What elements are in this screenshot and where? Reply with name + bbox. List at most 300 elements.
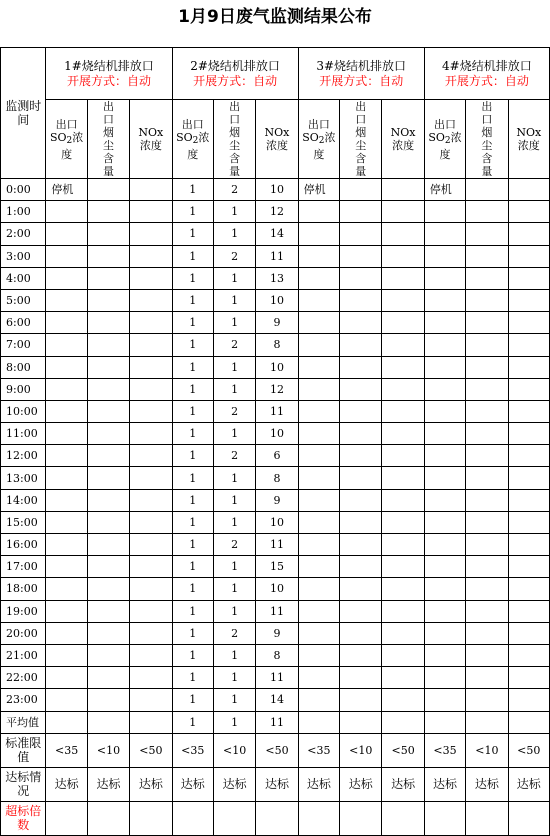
exceed-value bbox=[130, 801, 172, 835]
value-cell bbox=[298, 334, 339, 356]
value-cell bbox=[46, 223, 87, 245]
value-cell bbox=[46, 534, 87, 556]
value-cell bbox=[87, 511, 129, 533]
value-cell bbox=[87, 400, 129, 422]
so2-header bbox=[298, 100, 339, 179]
table-row bbox=[1, 689, 550, 711]
value-cell bbox=[130, 179, 172, 201]
value-cell bbox=[382, 334, 424, 356]
value-cell bbox=[46, 489, 87, 511]
value-cell bbox=[298, 689, 339, 711]
value-cell bbox=[340, 201, 382, 223]
value-cell bbox=[508, 201, 549, 223]
value-cell: 11 bbox=[256, 600, 298, 622]
dust-header: 出口烟尘含量 bbox=[213, 100, 255, 179]
outlet-mode: 开展方式：自动 bbox=[444, 73, 529, 88]
value-cell: 1 bbox=[213, 356, 255, 378]
value-cell: 1 bbox=[172, 622, 213, 644]
value-cell: 1 bbox=[213, 689, 255, 711]
value-cell bbox=[424, 489, 465, 511]
value-cell bbox=[130, 556, 172, 578]
outlet-name: 4#烧结机排放口 bbox=[442, 58, 532, 73]
table-row bbox=[1, 223, 550, 245]
so2-header-formula: SO bbox=[176, 130, 193, 144]
exceed-row bbox=[1, 801, 550, 835]
value-cell bbox=[298, 289, 339, 311]
value-cell bbox=[298, 245, 339, 267]
value-cell: 11 bbox=[256, 711, 298, 733]
value-cell bbox=[340, 378, 382, 400]
value-cell bbox=[508, 578, 549, 600]
compliance-value: 达标 bbox=[172, 767, 213, 801]
value-cell: 11 bbox=[256, 245, 298, 267]
so2-header-subscript: 2 bbox=[318, 135, 325, 146]
nox-header: NOx浓度 bbox=[130, 100, 172, 179]
limit-value: <35 bbox=[424, 733, 465, 767]
value-cell bbox=[87, 356, 129, 378]
table-row bbox=[1, 334, 550, 356]
value-cell bbox=[46, 467, 87, 489]
value-cell: 1 bbox=[213, 201, 255, 223]
value-cell bbox=[508, 711, 549, 733]
value-cell bbox=[46, 578, 87, 600]
value-cell bbox=[424, 622, 465, 644]
value-cell bbox=[130, 245, 172, 267]
value-cell bbox=[508, 511, 549, 533]
value-cell: 1 bbox=[172, 312, 213, 334]
table-row bbox=[1, 600, 550, 622]
compliance-value: 达标 bbox=[466, 767, 508, 801]
outlet-3-header bbox=[298, 48, 424, 100]
value-cell bbox=[46, 267, 87, 289]
limit-value: <50 bbox=[382, 733, 424, 767]
value-cell bbox=[87, 334, 129, 356]
value-cell bbox=[46, 644, 87, 666]
value-cell bbox=[298, 378, 339, 400]
compliance-value: 达标 bbox=[256, 767, 298, 801]
compliance-value: 达标 bbox=[46, 767, 87, 801]
value-cell bbox=[130, 378, 172, 400]
so2-header-subscript: 2 bbox=[192, 135, 199, 146]
value-cell bbox=[87, 578, 129, 600]
value-cell bbox=[46, 689, 87, 711]
value-cell bbox=[382, 179, 424, 201]
value-cell bbox=[466, 334, 508, 356]
table-row bbox=[1, 467, 550, 489]
value-cell bbox=[130, 400, 172, 422]
value-cell: 1 bbox=[172, 267, 213, 289]
value-cell bbox=[424, 667, 465, 689]
value-cell bbox=[46, 667, 87, 689]
value-cell: 1 bbox=[213, 489, 255, 511]
emission-table bbox=[0, 47, 550, 836]
value-cell bbox=[130, 312, 172, 334]
value-cell bbox=[130, 267, 172, 289]
so2-header-line1: 出口 bbox=[433, 117, 456, 131]
page-title: 1月9日废气监测结果公布 bbox=[178, 7, 372, 27]
exceed-value bbox=[87, 801, 129, 835]
table-row bbox=[1, 556, 550, 578]
value-cell bbox=[424, 267, 465, 289]
value-cell bbox=[424, 689, 465, 711]
value-cell: 8 bbox=[256, 334, 298, 356]
table-row bbox=[1, 511, 550, 533]
table-row bbox=[1, 489, 550, 511]
table-row bbox=[1, 644, 550, 666]
value-cell: 1 bbox=[172, 467, 213, 489]
compliance-value: 达标 bbox=[382, 767, 424, 801]
value-cell bbox=[298, 423, 339, 445]
outlet-name: 2#烧结机排放口 bbox=[190, 58, 280, 73]
value-cell bbox=[340, 445, 382, 467]
value-cell bbox=[466, 667, 508, 689]
value-cell: 1 bbox=[213, 511, 255, 533]
value-cell: 10 bbox=[256, 289, 298, 311]
outlet-mode: 开展方式：自动 bbox=[193, 73, 278, 88]
value-cell bbox=[466, 556, 508, 578]
time-cell: 22:00 bbox=[1, 667, 46, 689]
value-cell: 10 bbox=[256, 356, 298, 378]
value-cell bbox=[87, 489, 129, 511]
value-cell bbox=[298, 578, 339, 600]
value-cell: 2 bbox=[213, 445, 255, 467]
value-cell bbox=[466, 578, 508, 600]
value-cell bbox=[130, 223, 172, 245]
value-cell bbox=[424, 201, 465, 223]
so2-header-subscript: 2 bbox=[66, 135, 73, 146]
value-cell bbox=[424, 334, 465, 356]
value-cell bbox=[340, 600, 382, 622]
time-cell: 5:00 bbox=[1, 289, 46, 311]
compliance-value: 达标 bbox=[213, 767, 255, 801]
value-cell bbox=[508, 179, 549, 201]
value-cell: 8 bbox=[256, 467, 298, 489]
table-row bbox=[1, 378, 550, 400]
outlet-name: 1#烧结机排放口 bbox=[64, 58, 154, 73]
value-cell bbox=[298, 644, 339, 666]
value-cell bbox=[87, 711, 129, 733]
time-cell: 15:00 bbox=[1, 511, 46, 533]
value-cell bbox=[424, 534, 465, 556]
value-cell bbox=[130, 644, 172, 666]
value-cell: 1 bbox=[172, 356, 213, 378]
value-cell bbox=[424, 423, 465, 445]
value-cell bbox=[466, 423, 508, 445]
time-cell: 8:00 bbox=[1, 356, 46, 378]
value-cell: 11 bbox=[256, 667, 298, 689]
value-cell bbox=[46, 711, 87, 733]
value-cell bbox=[340, 711, 382, 733]
exceed-value bbox=[213, 801, 255, 835]
value-cell: 1 bbox=[172, 667, 213, 689]
limit-value: <10 bbox=[87, 733, 129, 767]
value-cell bbox=[298, 400, 339, 422]
table-row bbox=[1, 179, 550, 201]
table-row bbox=[1, 578, 550, 600]
value-cell bbox=[382, 201, 424, 223]
so2-header bbox=[172, 100, 213, 179]
value-cell bbox=[340, 489, 382, 511]
value-cell bbox=[382, 467, 424, 489]
value-cell bbox=[382, 223, 424, 245]
value-cell bbox=[340, 423, 382, 445]
value-cell: 13 bbox=[256, 267, 298, 289]
compliance-row bbox=[1, 767, 550, 801]
value-cell: 1 bbox=[172, 378, 213, 400]
compliance-label: 达标情况 bbox=[1, 767, 46, 801]
value-cell bbox=[46, 423, 87, 445]
value-cell bbox=[130, 356, 172, 378]
exceed-value bbox=[256, 801, 298, 835]
value-cell: 1 bbox=[172, 445, 213, 467]
value-cell bbox=[340, 467, 382, 489]
value-cell: 2 bbox=[213, 534, 255, 556]
outlet-mode: 开展方式：自动 bbox=[319, 73, 404, 88]
dust-header: 出口烟尘含量 bbox=[340, 100, 382, 179]
value-cell bbox=[46, 556, 87, 578]
value-cell bbox=[298, 223, 339, 245]
value-cell bbox=[46, 400, 87, 422]
value-cell bbox=[466, 622, 508, 644]
time-cell: 13:00 bbox=[1, 467, 46, 489]
value-cell bbox=[508, 378, 549, 400]
value-cell: 9 bbox=[256, 622, 298, 644]
value-cell bbox=[424, 644, 465, 666]
value-cell bbox=[87, 179, 129, 201]
value-cell bbox=[87, 556, 129, 578]
limit-value: <35 bbox=[46, 733, 87, 767]
value-cell bbox=[340, 267, 382, 289]
limit-value: <50 bbox=[508, 733, 549, 767]
value-cell: 1 bbox=[213, 423, 255, 445]
value-cell: 12 bbox=[256, 201, 298, 223]
time-cell: 23:00 bbox=[1, 689, 46, 711]
value-cell: 1 bbox=[213, 467, 255, 489]
value-cell bbox=[340, 356, 382, 378]
value-cell bbox=[130, 600, 172, 622]
time-header: 监测时间 bbox=[1, 48, 46, 179]
value-cell bbox=[382, 445, 424, 467]
value-cell bbox=[508, 467, 549, 489]
value-cell bbox=[87, 644, 129, 666]
value-cell bbox=[466, 600, 508, 622]
value-cell bbox=[46, 356, 87, 378]
compliance-value: 达标 bbox=[340, 767, 382, 801]
value-cell bbox=[298, 312, 339, 334]
value-cell bbox=[424, 511, 465, 533]
time-cell: 10:00 bbox=[1, 400, 46, 422]
value-cell bbox=[424, 445, 465, 467]
value-cell: 1 bbox=[213, 600, 255, 622]
value-cell bbox=[508, 600, 549, 622]
time-cell: 21:00 bbox=[1, 644, 46, 666]
value-cell bbox=[340, 644, 382, 666]
outlet-header-row bbox=[1, 48, 550, 100]
exceed-value bbox=[172, 801, 213, 835]
so2-header bbox=[46, 100, 87, 179]
value-cell: 2 bbox=[213, 245, 255, 267]
value-cell bbox=[382, 511, 424, 533]
exceed-value bbox=[340, 801, 382, 835]
value-cell bbox=[424, 356, 465, 378]
value-cell bbox=[508, 489, 549, 511]
time-cell: 18:00 bbox=[1, 578, 46, 600]
value-cell bbox=[508, 223, 549, 245]
value-cell bbox=[340, 689, 382, 711]
table-row bbox=[1, 289, 550, 311]
value-cell bbox=[382, 267, 424, 289]
value-cell bbox=[87, 267, 129, 289]
value-cell bbox=[130, 511, 172, 533]
value-cell bbox=[382, 600, 424, 622]
value-cell bbox=[87, 534, 129, 556]
so2-header-line1: 出口 bbox=[55, 117, 78, 131]
table-row bbox=[1, 667, 550, 689]
value-cell bbox=[130, 689, 172, 711]
value-cell bbox=[130, 334, 172, 356]
value-cell: 8 bbox=[256, 644, 298, 666]
nox-header: NOx浓度 bbox=[382, 100, 424, 179]
time-cell: 16:00 bbox=[1, 534, 46, 556]
time-cell: 11:00 bbox=[1, 423, 46, 445]
exceed-value bbox=[424, 801, 465, 835]
exceed-label: 超标倍数 bbox=[1, 801, 46, 835]
compliance-value: 达标 bbox=[298, 767, 339, 801]
value-cell: 1 bbox=[213, 289, 255, 311]
value-cell bbox=[46, 245, 87, 267]
value-cell bbox=[130, 289, 172, 311]
value-cell: 1 bbox=[172, 334, 213, 356]
value-cell bbox=[424, 378, 465, 400]
value-cell bbox=[298, 667, 339, 689]
value-cell bbox=[466, 445, 508, 467]
value-cell: 2 bbox=[213, 179, 255, 201]
value-cell bbox=[424, 245, 465, 267]
exceed-value bbox=[298, 801, 339, 835]
time-cell: 9:00 bbox=[1, 378, 46, 400]
value-cell bbox=[382, 378, 424, 400]
value-cell bbox=[466, 534, 508, 556]
value-cell bbox=[87, 223, 129, 245]
value-cell bbox=[46, 312, 87, 334]
value-cell: 1 bbox=[172, 245, 213, 267]
value-cell: 停机 bbox=[46, 179, 87, 201]
value-cell bbox=[340, 289, 382, 311]
value-cell bbox=[130, 711, 172, 733]
value-cell: 1 bbox=[172, 289, 213, 311]
compliance-value: 达标 bbox=[87, 767, 129, 801]
value-cell bbox=[382, 356, 424, 378]
outlet-1-header bbox=[46, 48, 172, 100]
value-cell: 1 bbox=[172, 489, 213, 511]
value-cell bbox=[298, 600, 339, 622]
value-cell bbox=[46, 622, 87, 644]
value-cell bbox=[382, 312, 424, 334]
dust-header: 出口烟尘含量 bbox=[466, 100, 508, 179]
time-cell: 17:00 bbox=[1, 556, 46, 578]
value-cell bbox=[298, 356, 339, 378]
value-cell bbox=[466, 467, 508, 489]
value-cell bbox=[508, 667, 549, 689]
value-cell bbox=[382, 644, 424, 666]
value-cell bbox=[340, 334, 382, 356]
value-cell: 停机 bbox=[424, 179, 465, 201]
limit-value: <50 bbox=[130, 733, 172, 767]
value-cell: 1 bbox=[213, 667, 255, 689]
value-cell: 10 bbox=[256, 179, 298, 201]
value-cell bbox=[46, 201, 87, 223]
value-cell bbox=[508, 312, 549, 334]
value-cell bbox=[340, 400, 382, 422]
compliance-value: 达标 bbox=[130, 767, 172, 801]
value-cell: 2 bbox=[213, 400, 255, 422]
value-cell: 15 bbox=[256, 556, 298, 578]
value-cell bbox=[298, 556, 339, 578]
value-cell bbox=[508, 534, 549, 556]
value-cell bbox=[466, 511, 508, 533]
value-cell bbox=[508, 445, 549, 467]
value-cell: 1 bbox=[213, 644, 255, 666]
so2-header-formula: SO bbox=[428, 130, 445, 144]
value-cell: 1 bbox=[172, 556, 213, 578]
outlet-4-header bbox=[424, 48, 549, 100]
value-cell: 停机 bbox=[298, 179, 339, 201]
value-cell: 1 bbox=[172, 223, 213, 245]
limits-label: 标准限值 bbox=[1, 733, 46, 767]
value-cell bbox=[424, 578, 465, 600]
value-cell bbox=[298, 267, 339, 289]
limits-row bbox=[1, 733, 550, 767]
value-cell bbox=[298, 489, 339, 511]
value-cell bbox=[46, 600, 87, 622]
limit-value: <50 bbox=[256, 733, 298, 767]
table-row bbox=[1, 201, 550, 223]
value-cell: 1 bbox=[213, 223, 255, 245]
value-cell bbox=[87, 245, 129, 267]
value-cell bbox=[424, 223, 465, 245]
value-cell: 14 bbox=[256, 689, 298, 711]
value-cell: 6 bbox=[256, 445, 298, 467]
value-cell bbox=[508, 556, 549, 578]
value-cell: 10 bbox=[256, 511, 298, 533]
value-cell bbox=[508, 334, 549, 356]
dust-header: 出口烟尘含量 bbox=[87, 100, 129, 179]
value-cell: 10 bbox=[256, 423, 298, 445]
so2-header-formula: SO bbox=[302, 130, 319, 144]
value-cell bbox=[424, 600, 465, 622]
value-cell bbox=[130, 667, 172, 689]
value-cell bbox=[130, 445, 172, 467]
value-cell bbox=[382, 489, 424, 511]
value-cell: 11 bbox=[256, 400, 298, 422]
value-cell: 1 bbox=[213, 267, 255, 289]
table-row bbox=[1, 622, 550, 644]
value-cell bbox=[424, 312, 465, 334]
value-cell bbox=[466, 689, 508, 711]
value-cell bbox=[382, 289, 424, 311]
so2-header-suffix: 浓度 bbox=[439, 130, 462, 161]
time-cell: 平均值 bbox=[1, 711, 46, 733]
value-cell bbox=[87, 289, 129, 311]
outlet-name: 3#烧结机排放口 bbox=[316, 58, 407, 73]
so2-header-suffix: 浓度 bbox=[187, 130, 210, 161]
value-cell bbox=[466, 223, 508, 245]
value-cell: 1 bbox=[172, 600, 213, 622]
value-cell bbox=[508, 423, 549, 445]
value-cell: 1 bbox=[172, 711, 213, 733]
table-row bbox=[1, 423, 550, 445]
value-cell: 1 bbox=[172, 689, 213, 711]
